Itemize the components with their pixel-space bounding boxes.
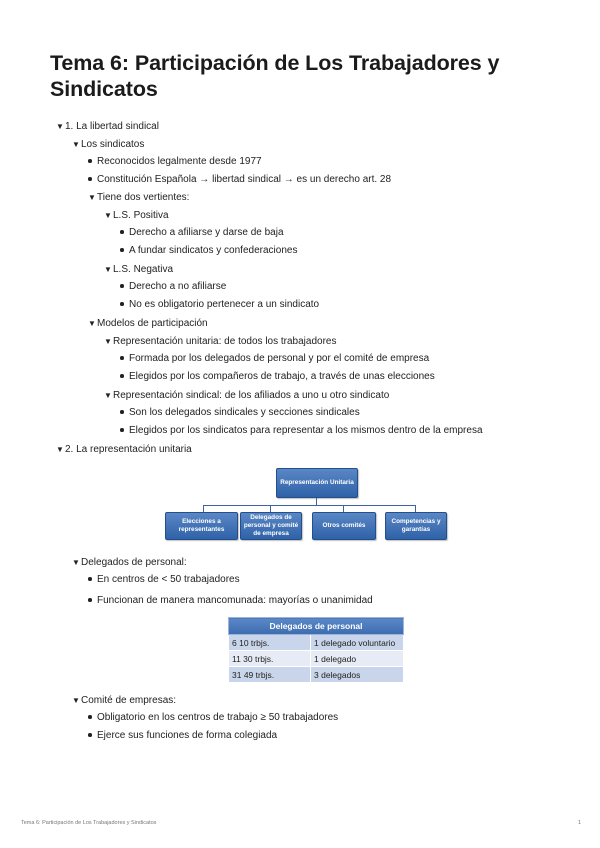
table-cell: 11 30 trbjs.: [229, 651, 311, 667]
triangle-down-icon: ▼: [104, 391, 112, 400]
org-connector: [270, 505, 271, 512]
bullet-icon: [88, 177, 92, 181]
list-item: Ejerce sus funciones de forma colegiada: [97, 730, 278, 741]
table-row: [229, 651, 404, 667]
org-connector: [316, 498, 317, 505]
org-child-box: Competencias y garantías: [385, 512, 447, 540]
bullet-icon: [88, 715, 92, 719]
list-item: Derecho a afiliarse y darse de baja: [129, 227, 284, 238]
org-connector: [415, 505, 416, 512]
list-item: A fundar sindicatos y confederaciones: [129, 245, 298, 256]
org-root-box: Representación Unitaria: [276, 468, 358, 498]
toggle-ls-negativa[interactable]: ▼L.S. Negativa: [104, 264, 174, 275]
list-item: Derecho a no afiliarse: [129, 281, 227, 292]
toggle-rep-sindical[interactable]: ▼Representación sindical: de los afiliados a uno u otro sindicato: [104, 390, 390, 401]
table-row: [229, 667, 404, 683]
triangle-down-icon: ▼: [88, 319, 96, 328]
page-title: Tema 6: Participación de Los Trabajadores y Sindicatos: [50, 51, 500, 101]
toggle-ls-positiva[interactable]: ▼L.S. Positiva: [104, 210, 169, 221]
triangle-down-icon: ▼: [104, 337, 112, 346]
org-connector: [343, 505, 344, 512]
triangle-down-icon: ▼: [104, 265, 112, 274]
footer-title: Tema 6: Participación de Los Trabajadores y Sindicatos: [21, 820, 157, 826]
bullet-icon: [120, 230, 124, 234]
triangle-down-icon: ▼: [72, 696, 80, 705]
bullet-icon: [120, 284, 124, 288]
table-cell: 6 10 trbjs.: [229, 635, 311, 651]
bullet-icon: [88, 598, 92, 602]
triangle-down-icon: ▼: [72, 558, 80, 567]
list-item: Reconocidos legalmente desde 1977: [97, 156, 262, 167]
list-item: Elegidos por los sindicatos para representar a los mismos dentro de la empresa: [129, 425, 483, 436]
org-child-box: Delegados de personal y comité de empresa: [240, 512, 302, 540]
list-item: Elegidos por los compañeros de trabajo, a través de unas elecciones: [129, 371, 435, 382]
bullet-icon: [88, 577, 92, 581]
list-item: No es obligatorio pertenecer a un sindicato: [129, 299, 320, 310]
list-item: Constitución Española → libertad sindical → es un derecho art. 28: [97, 174, 392, 185]
triangle-down-icon: ▼: [72, 140, 80, 149]
bullet-icon: [120, 428, 124, 432]
bullet-icon: [120, 374, 124, 378]
list-item: Obligatorio en los centros de trabajo ≥ 50 trabajadores: [97, 712, 339, 723]
org-child-box: Elecciones a representantes: [165, 512, 238, 540]
list-item: Formada por los delegados de personal y por el comité de empresa: [129, 353, 430, 364]
triangle-down-icon: ▼: [88, 193, 96, 202]
table-cell: 3 delegados: [311, 667, 404, 683]
toggle-vertientes[interactable]: ▼Tiene dos vertientes:: [88, 192, 190, 203]
org-connector: [203, 505, 416, 506]
table-row: [229, 635, 404, 651]
list-item: Funcionan de manera mancomunada: mayorías o unanimidad: [97, 595, 373, 606]
triangle-down-icon: ▼: [56, 445, 64, 454]
triangle-down-icon: ▼: [56, 122, 64, 131]
org-child-box: Otros comités: [312, 512, 376, 540]
list-item: Son los delegados sindicales y secciones sindicales: [129, 407, 360, 418]
bullet-icon: [88, 159, 92, 163]
org-connector: [203, 505, 204, 512]
toggle-sindicatos[interactable]: ▼Los sindicatos: [72, 139, 145, 150]
bullet-icon: [120, 356, 124, 360]
toggle-comite[interactable]: ▼Comité de empresas:: [72, 695, 177, 706]
bullet-icon: [120, 248, 124, 252]
table-header: Delegados de personal: [229, 618, 404, 635]
bullet-icon: [88, 733, 92, 737]
delegados-table: [228, 617, 404, 683]
toggle-section-1[interactable]: ▼1. La libertad sindical: [56, 121, 159, 132]
toggle-section-2[interactable]: ▼2. La representación unitaria: [56, 444, 192, 455]
page-number: 1: [578, 820, 582, 826]
bullet-icon: [120, 302, 124, 306]
table-cell: 31 49 trbjs.: [229, 667, 311, 683]
bullet-icon: [120, 410, 124, 414]
table-cell: 1 delegado voluntario: [311, 635, 404, 651]
toggle-delegados[interactable]: ▼Delegados de personal:: [72, 557, 187, 568]
toggle-rep-unitaria[interactable]: ▼Representación unitaria: de todos los trabajadores: [104, 336, 337, 347]
table-cell: 1 delegado: [311, 651, 404, 667]
list-item: En centros de < 50 trabajadores: [97, 574, 240, 585]
toggle-modelos[interactable]: ▼Modelos de participación: [88, 318, 208, 329]
triangle-down-icon: ▼: [104, 211, 112, 220]
